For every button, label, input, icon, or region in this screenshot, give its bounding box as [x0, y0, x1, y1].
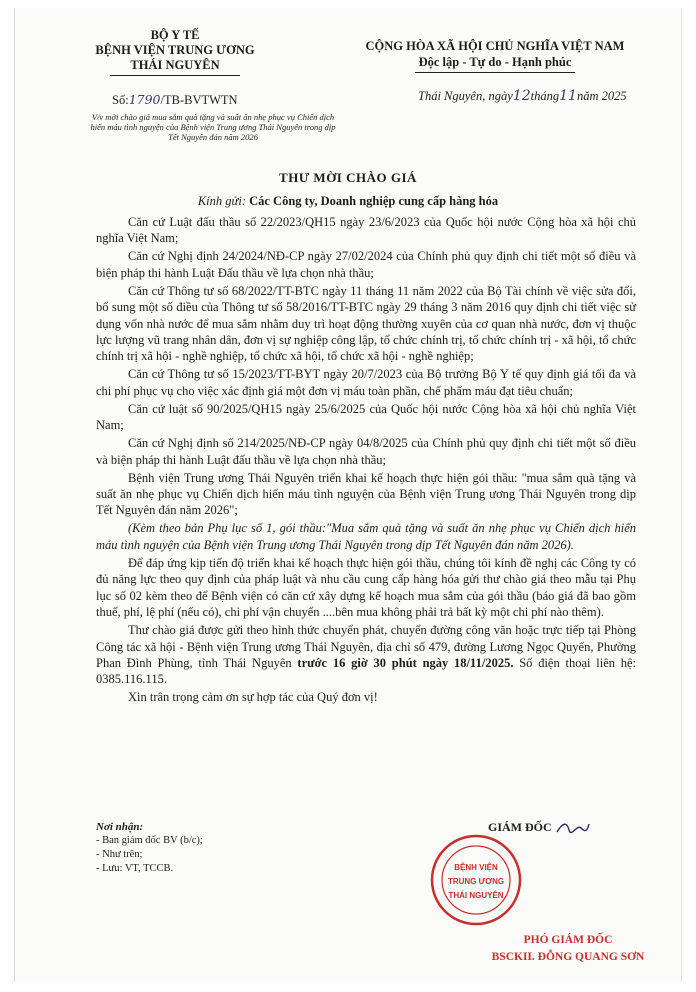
doc-number-handwritten: 1790: [128, 92, 161, 107]
ministry-name: BỘ Y TẾ: [150, 28, 200, 42]
date-month-label: tháng: [530, 89, 560, 103]
body-paragraph: Để đáp ứng kịp tiến độ triển khai kế hoạch thực hiện gói thầu, chúng tôi kính đề nghị các Công ty có đủ năng lực theo quy định của pháp luật và nhu cầu cung cấp hàng hóa gửi thư chào giá theo mẫu tại Phụ lục số 02 kèm theo để Bệnh viện có căn cứ xây dựng kế hoạch mua sắm của gói thầu (báo giá đã bao gồm thuế, phí, lệ phí (nếu có), chi phí vận chuyển ....bên mua không phải trả bất kỳ một chi phí nào thêm).: [96, 555, 636, 620]
official-stamp: [428, 832, 524, 928]
greeting: [0, 194, 696, 209]
submission-text: Thư chào giá được gửi theo hình thức chuyển phát, chuyển đường công văn hoặc trực tiếp tại Phòng Công tác xã hội - Bệnh viện Trung ương Thái Nguyên, địa chỉ số 479, đường Lương Ngọc Quyến, Phường Phan Đình Phùng, tỉnh Thái Nguyên: [96, 623, 636, 670]
header-underline: [110, 75, 240, 76]
recipient-item: - Lưu: VT, TCCB.: [96, 863, 174, 874]
signer-block: [468, 932, 668, 966]
signer-title: PHÓ GIÁM ĐỐC: [523, 934, 613, 946]
signer-role-text: GIÁM ĐỐC: [488, 820, 552, 834]
recipient-item: - Như trên;: [96, 849, 143, 860]
body-paragraph: Căn cứ luật số 90/2025/QH15 ngày 25/6/2025 của Quốc hội nước Cộng hòa xã hội chủ nghĩa Việt Nam;: [96, 401, 636, 433]
motto-underline: [415, 72, 575, 73]
national-header: [330, 38, 660, 73]
body-paragraph: Căn cứ Thông tư số 15/2023/TT-BYT ngày 20/7/2023 của Bộ trưởng Bộ Y tế quy định giá tối đa và chi phí phục vụ cho việc xác định giá một đơn vị máu toàn phần, chế phẩm máu đạt tiêu chuẩn;: [96, 367, 636, 398]
signature-mark: [555, 820, 591, 836]
doc-number-suffix: /TB-BVTWTN: [160, 93, 238, 107]
document-title: THƯ MỜI CHÀO GIÁ: [279, 170, 417, 185]
greeting-label: Kính gửi:: [197, 194, 246, 208]
body-paragraph: Căn cứ Luật đấu thầu số 22/2023/QH15 ngày 23/6/2023 của Quốc hội nước Cộng hòa xã hội chủ nghĩa Việt Nam;: [96, 215, 636, 246]
hospital-city: THÁI NGUYÊN: [130, 58, 220, 72]
signer-name: BSCKII. ĐỖNG QUANG SƠN: [491, 951, 645, 963]
letter-body: [96, 214, 636, 707]
body-paragraph-italic: (Kèm theo bản Phụ lục số 1, gói thầu:"Mua sắm quà tặng và suất ăn nhẹ phục vụ Chiến dịch hiến máu tình nguyện của Bệnh viện Trung ương Thái Nguyên trong dịp Tết Nguyên đán năm 2026).: [96, 521, 636, 552]
submission-paragraph: [96, 622, 636, 688]
greeting-recipient: Các Công ty, Doanh nghiệp cung cấp hàng hóa: [249, 194, 499, 208]
body-paragraph: Căn cứ Nghị định số 214/2025/NĐ-CP ngày 04/8/2025 của Chính phủ quy định chi tiết một số điều và biện pháp thi hành Luật đấu thầu về lựa chọn nhà thầu;: [96, 436, 636, 467]
stamp-line-1: BỆNH VIỆN: [454, 863, 498, 872]
body-paragraph: Căn cứ Nghị định 24/2024/NĐ-CP ngày 27/02/2024 của Chính phủ quy định chi tiết một số điều và biện pháp thi hành Luật Đấu thầu về lựa chọn nhà thầu;: [96, 249, 636, 280]
recipients-block: [96, 820, 203, 876]
hospital-name: BỆNH VIỆN TRUNG ƯƠNG: [95, 43, 255, 57]
issuer-header: [60, 28, 290, 76]
stamp-line-2: TRUNG ƯƠNG: [447, 877, 505, 886]
date-prefix: Thái Nguyên, ngày: [418, 89, 513, 103]
date-day-handwritten: 12: [512, 88, 531, 104]
recipient-item: - Ban giám đốc BV (b/c);: [96, 835, 203, 846]
body-paragraph: Bệnh viện Trung ương Thái Nguyên triển khai kế hoạch thực hiện gói thầu: "mua sắm quà tặng và suất ăn nhẹ phục vụ Chiến dịch hiến máu tình nguyện của Bệnh viện Trung ương Thái Nguyên trong dịp Tết Nguyên đán năm 2026";: [96, 470, 636, 518]
recipients-label: Nơi nhận:: [96, 821, 144, 833]
date-year: năm 2025: [576, 89, 627, 103]
country-name: CỘNG HÒA XÃ HỘI CHỦ NGHĨA VIỆT NAM: [365, 39, 625, 53]
contact-phone: Số điện thoại liên hệ: 0385.116.115.: [96, 655, 637, 687]
national-motto: Độc lập - Tự do - Hạnh phúc: [418, 55, 572, 69]
stamp-line-3: THÁI NGUYÊN: [448, 891, 504, 900]
deadline-text: trước 16 giờ 30 phút ngày 18/11/2025.: [297, 655, 514, 670]
body-paragraph: Căn cứ Thông tư số 68/2022/TT-BTC ngày 11 tháng 11 năm 2022 của Bộ Tài chính về việc sửa đổi, bổ sung một số điều của Thông tư số 58/2016/TT-BTC ngày 29 tháng 3 năm 2016 quy định chi tiết việc sử dụng vốn nhà nước để mua sắm nhằm duy trì hoạt động thường xuyên của cơ quan nhà nước, đơn vị thuộc lực lượng vũ trang nhân dân, đơn vị sự nghiệp công lập, tổ chức chính trị, tổ chức chính trị - xã hội, tổ chức chính trị xã hội - nghề nghiệp, tổ chức xã hội, tổ chức xã hội - nghề nghiệp;: [96, 283, 636, 364]
issue-date: [418, 88, 627, 104]
document-number: [112, 92, 238, 108]
document-subject: V/v mời chào giá mua sắm quà tặng và suất ăn nhẹ phục vụ Chiến dịch hiến máu tình nguyện của Bệnh viện Trung ương Thái Nguyên trong dịp Tết Nguyên đán năm 2026: [90, 112, 336, 142]
date-month-handwritten: 11: [559, 88, 577, 104]
closing-line: Xin trân trọng cảm ơn sự hợp tác của Quý đơn vị!: [128, 690, 378, 705]
doc-number-prefix: Số:: [112, 93, 129, 107]
